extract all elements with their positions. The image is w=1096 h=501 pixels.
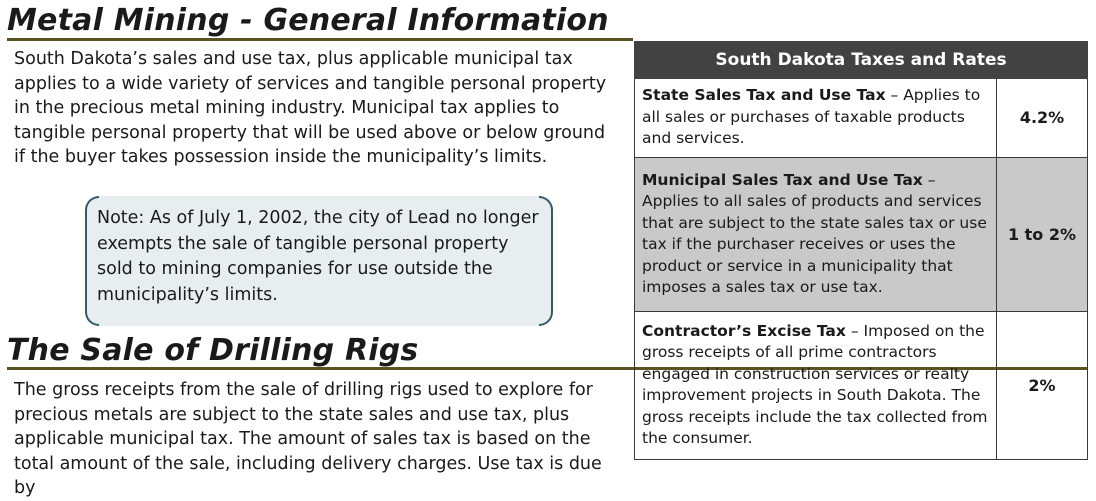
- tax-name: State Sales Tax and Use Tax: [642, 86, 886, 105]
- tax-description: – Applies to all sales of products and services that are subject to the state sales tax or use tax if the purchaser receives or uses the product or service in a municipality that imposes a sales tax or use tax.: [642, 170, 987, 296]
- drilling-rigs-paragraph: The gross receipts from the sale of drilling rigs used to explore for precious metals are subject to the state sales and use tax, plus applicable municipal tax. The amount of sales tax is based on the total amount of the sale, including delivery charges. Use tax is due by: [14, 380, 602, 498]
- section-title-metal-mining: Metal Mining - General Information: [7, 3, 609, 38]
- title-underline: [7, 38, 633, 41]
- note-box: [85, 196, 553, 326]
- tax-row: [635, 79, 1088, 158]
- tax-description-cell: [635, 79, 997, 158]
- tax-table-header: South Dakota Taxes and Rates: [635, 42, 1088, 79]
- tax-row: [635, 312, 1088, 460]
- tax-description: – Applies to all sales or purchases of taxable products and services.: [642, 86, 981, 148]
- note-text: Note: As of July 1, 2002, the city of Lead no longer exempts the sale of tangible personal property sold to mining companies for use outside the municipality’s limits.: [97, 208, 539, 305]
- tax-rates-table: [634, 41, 1088, 460]
- metal-mining-paragraph: South Dakota’s sales and use tax, plus applicable municipal tax applies to a wide variety of services and tangible personal property in the precious metal mining industry. Municipal tax applies to tangible personal property that will be used above or below ground if the buyer takes possession inside the municipality’s limits.: [14, 49, 607, 167]
- tax-row: [635, 158, 1088, 312]
- tax-name: Contractor’s Excise Tax: [642, 321, 846, 340]
- tax-description: – Imposed on the gross receipts of all prime contractors engaged in construction services or realty improvement projects in South Dakota. The gross receipts include the tax collected from the consumer.: [642, 321, 988, 447]
- tax-description-cell: [635, 158, 997, 312]
- tax-name: Municipal Sales Tax and Use Tax: [642, 170, 923, 189]
- tax-rate: 1 to 2%: [997, 158, 1088, 312]
- tax-description-cell: [635, 312, 997, 460]
- tax-rate: 2%: [997, 312, 1088, 460]
- section-title-drilling-rigs: The Sale of Drilling Rigs: [7, 333, 419, 368]
- tax-rate: 4.2%: [997, 79, 1088, 158]
